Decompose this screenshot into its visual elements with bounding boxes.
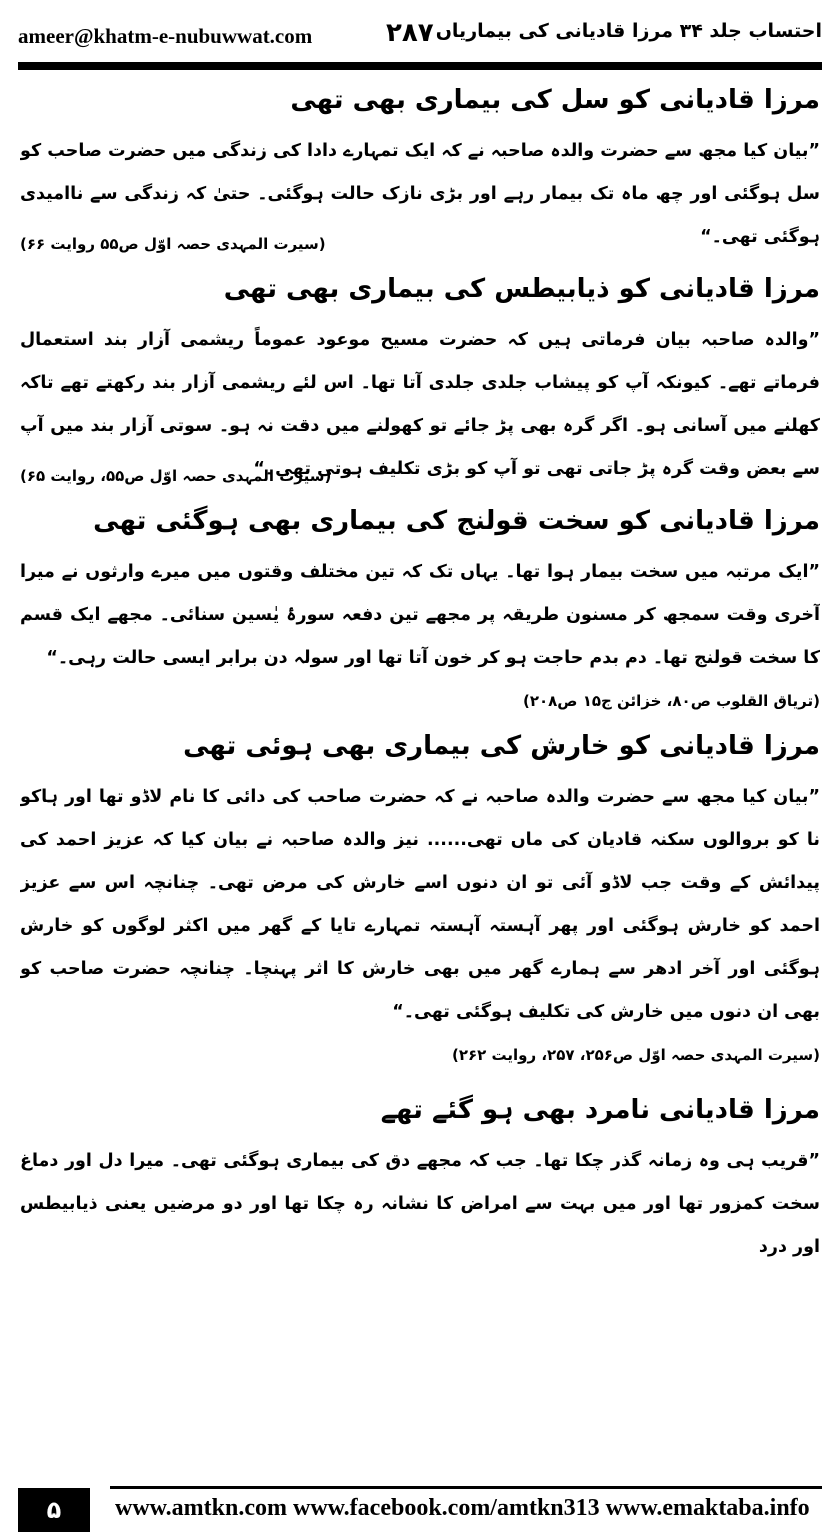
heading-namard: مرزا قادیانی نامرد بھی ہو گئے تھے: [380, 1095, 820, 1125]
page-content: [20, 78, 820, 1468]
paragraph-qolanj: ”ایک مرتبہ میں سخت بیمار ہوا تھا۔ یہاں تک کہ تین مختلف وقتوں میں میرے وارثوں نے میرا آخری وقت سمجھ کر مسنون طریقہ پر مجھے تین دفعہ سورۂ یٰسین سنائی۔ مجھے ایک قسم کا سخت قولنج تھا۔ دم بدم حاجت ہو کر خون آتا تھا اور سولہ دن برابر ایسی حالت رہی۔“: [20, 562, 820, 668]
header-page-number: ۲۸۷: [386, 18, 434, 48]
heading-sil: مرزا قادیانی کو سل کی بیماری بھی تھی: [290, 85, 820, 115]
paragraph-kharish: ”بیان کیا مجھ سے حضرت والدہ صاحبہ نے کہ حضرت صاحب کی دائی کا نام لاڈو تھا اور ہاکو نا کو بروالوں سکنہ قادیان کی ماں تھی...... نیز والدہ صاحبہ نے بیان کیا کہ عزیز احمد کی پیدائش کے وقت جب لاڈو آئی تو ان دنوں اسے خارش کی مرض تھی۔ چنانچہ اس سے عزیز احمد کو خارش ہوگئی اور پھر آہستہ آہستہ تمہارے تایا کے گھر میں اکثر لوگوں کو خارش ہوگئی اور آخر ادھر سے ہمارے گھر میں بھی خارش کا اثر پہنچا۔ چنانچہ حضرت صاحب کو بھی ان دنوں میں خارش کی تکلیف ہوگئی تھی۔“: [20, 787, 820, 1022]
footer-links[interactable]: www.amtkn.com www.facebook.com/amtkn313 www.emaktaba.info: [115, 1495, 810, 1521]
page-header: [18, 18, 822, 52]
footer-rule: [110, 1486, 822, 1489]
reference-diabetes: (سیرت المہدی حصہ اوّل ص۵۵، روایت ۶۵): [20, 467, 332, 485]
reference-qolanj: (تریاق القلوب ص۸۰، خزائن ج۱۵ ص۲۰۸): [522, 692, 820, 710]
footer-page-number: ۵: [18, 1488, 90, 1532]
heading-qolanj: مرزا قادیانی کو سخت قولنج کی بیماری بھی ہوگئی تھی: [93, 506, 820, 536]
header-title: احتساب جلد ۳۴ مرزا قادیانی کی بیماریاں: [435, 20, 822, 42]
paragraph-sil: ”بیان کیا مجھ سے حضرت والدہ صاحبہ نے کہ ایک تمہارے دادا کی زندگی میں حضرت صاحب کو سل ہوگئی اور چھ ماہ تک بیمار رہے اور بڑی نازک حالت ہوگئی۔ حتیٰ کہ زندگی سے ناامیدی ہوگئی تھی۔“: [20, 141, 820, 247]
header-email[interactable]: ameer@khatm-e-nubuwwat.com: [18, 24, 313, 48]
paragraph-diabetes: ”والدہ صاحبہ بیان فرماتی ہیں کہ حضرت مسیح موعود عموماً ریشمی آزار بند استعمال فرماتے تھے۔ کیونکہ آپ کو پیشاب جلدی جلدی آتا تھا۔ اس لئے ریشمی آزار بند رکھتے تھے تاکہ کھلنے میں آسانی ہو۔ اگر گرہ بھی پڑ جائے تو کھولنے میں دقت نہ ہو۔ سوتی آزار بند میں آپ سے بعض وقت گرہ پڑ جاتی تھی تو آپ کو بڑی تکلیف ہوتی تھی۔“: [20, 330, 820, 479]
reference-kharish: (سیرت المہدی حصہ اوّل ص۲۵۶، ۲۵۷، روایت ۲۶۲): [451, 1046, 820, 1064]
section-gap: [20, 1078, 820, 1088]
heading-diabetes: مرزا قادیانی کو ذیابیطس کی بیماری بھی تھی: [223, 274, 820, 304]
paragraph-namard: ”قریب ہی وہ زمانہ گذر چکا تھا۔ جب کہ مجھے دق کی بیماری ہوگئی تھی۔ میرا دل اور دماغ سخت کمزور تھا اور میں بہت سے امراض کا نشانہ رہ چکا تھا اور دو مرضیں یعنی ذیابیطس اور درد: [20, 1151, 820, 1257]
heading-kharish: مرزا قادیانی کو خارش کی بیماری بھی ہوئی تھی: [183, 731, 820, 761]
header-rule: [18, 62, 822, 70]
reference-sil: (سیرت المہدی حصہ اوّل ص۵۵ روایت ۶۶): [20, 235, 326, 253]
